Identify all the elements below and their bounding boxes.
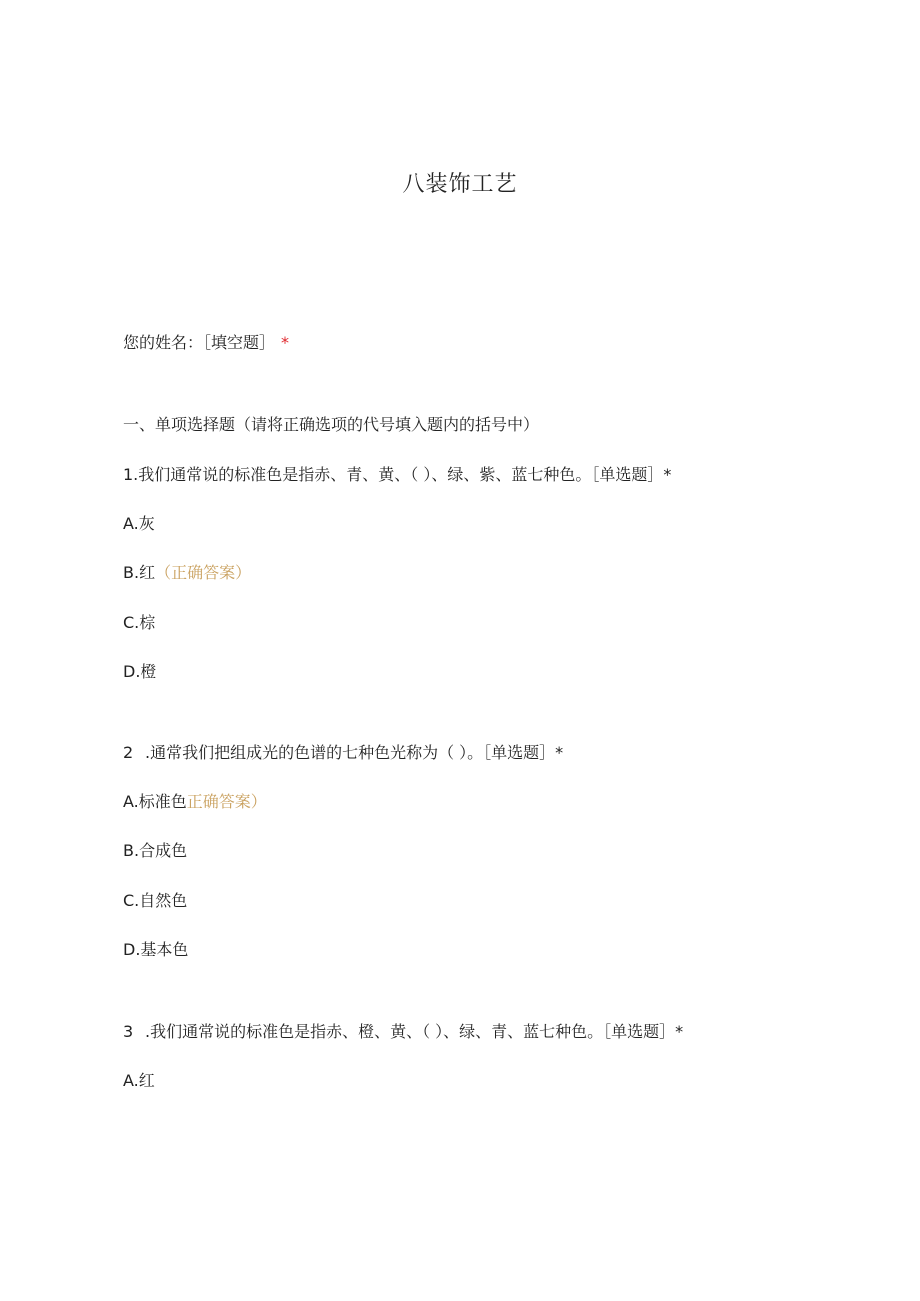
question-text: .我们通常说的标准色是指赤、橙、黄、（ ）、绿、青、蓝七种色。［单选题］*	[145, 1022, 684, 1041]
q2-option-a[interactable]	[123, 791, 267, 813]
question-3-text	[123, 1021, 683, 1043]
q1-option-d[interactable]	[123, 661, 156, 683]
question-number: 2	[123, 743, 134, 762]
question-1-text: 1.我们通常说的标准色是指赤、青、黄、（ ）、绿、紫、蓝七种色。［单选题］*	[123, 465, 672, 484]
option-label: B.红	[123, 563, 156, 582]
correct-answer-note: （正确答案）	[155, 563, 252, 582]
option-label: D.基本色	[123, 940, 189, 959]
q2-option-c[interactable]	[123, 890, 187, 912]
page-title: 八装饰工艺	[402, 172, 518, 197]
q2-option-b[interactable]	[123, 840, 187, 862]
q1-option-c[interactable]	[123, 612, 155, 634]
name-field-label-text: 您的姓名：［填空题］	[123, 333, 276, 352]
option-label: A.红	[123, 1071, 155, 1090]
q3-option-a[interactable]	[123, 1070, 155, 1092]
question-number: 3	[123, 1022, 134, 1041]
q2-option-d[interactable]	[123, 939, 188, 961]
question-2-text	[123, 742, 563, 764]
option-label: A.灰	[123, 514, 155, 533]
option-label: B.合成色	[123, 841, 188, 860]
q1-option-b[interactable]	[123, 562, 251, 584]
option-label: C.棕	[123, 613, 156, 632]
q1-option-a[interactable]	[123, 513, 155, 535]
name-field-label	[123, 332, 289, 354]
required-asterisk: *	[281, 333, 290, 352]
option-label: A.标准色	[123, 792, 187, 811]
question-text: .通常我们把组成光的色谱的七种色光称为（ ）。［单选题］*	[145, 743, 564, 762]
option-label: C.自然色	[123, 891, 188, 910]
correct-answer-note: 正确答案）	[186, 792, 267, 811]
section-heading: 一、单项选择题（请将正确选项的代号填入题内的括号中）	[123, 415, 540, 434]
option-label: D.橙	[123, 662, 157, 681]
